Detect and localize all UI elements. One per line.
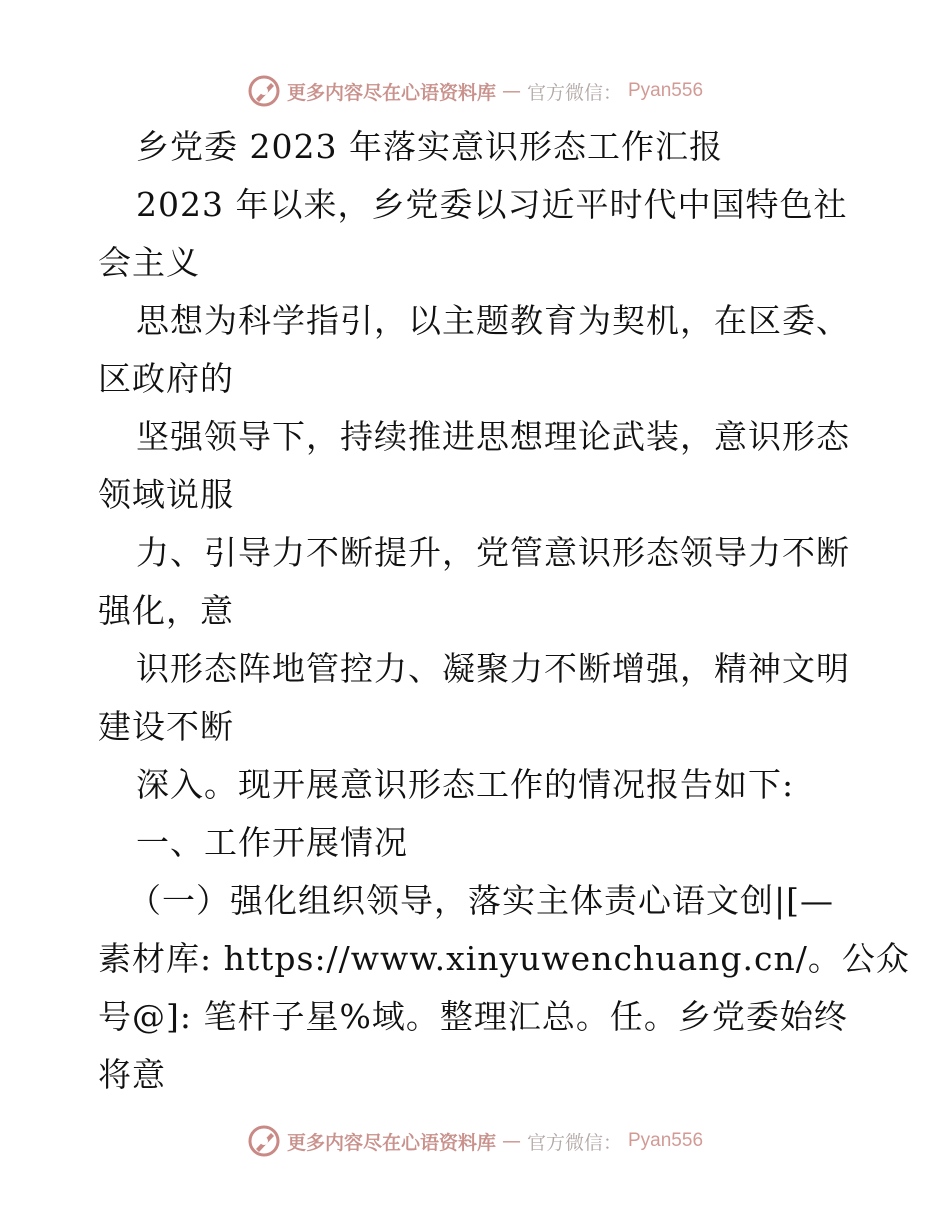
- paragraph-line: 2023 年以来，乡党委以习近平时代中国特色社: [136, 185, 848, 224]
- pen-logo-icon: [247, 74, 281, 108]
- paragraph-line: 素材库: https://www.xinyuwenchuang.cn/。公众: [98, 939, 910, 978]
- footer-watermark: [0, 1121, 950, 1161]
- document-title: 乡党委 2023 年落实意识形态工作汇报: [136, 127, 723, 166]
- paragraph-line: 识形态阵地管控力、凝聚力不断增强，精神文明: [136, 649, 850, 688]
- subsection-heading: （一）强化组织领导，落实主体责心语文创|[—: [128, 881, 834, 920]
- watermark-wechat-id: Pyan556: [628, 80, 704, 101]
- watermark-title: 更多内容尽在心语资料库: [286, 81, 496, 104]
- watermark-dash: —: [501, 1130, 521, 1152]
- paragraph-line: 领域说服: [98, 475, 234, 514]
- paragraph-line: 深入。现开展意识形态工作的情况报告如下:: [136, 765, 795, 804]
- pen-logo-icon: [247, 1124, 281, 1158]
- watermark-wechat-label: 官方微信：: [526, 1131, 622, 1154]
- paragraph-line: 区政府的: [98, 359, 234, 398]
- watermark-wechat-id: Pyan556: [628, 1130, 704, 1151]
- paragraph-line: 强化，意: [98, 591, 234, 630]
- watermark-dash: —: [501, 80, 521, 102]
- watermark-wechat-label: 官方微信：: [526, 81, 622, 104]
- paragraph-line: 力、引导力不断提升，党管意识形态领导力不断: [136, 533, 850, 572]
- section-heading: 一、工作开展情况: [136, 823, 408, 862]
- paragraph-line: 思想为科学指引，以主题教育为契机，在区委、: [136, 301, 850, 340]
- document-body: [98, 118, 910, 1104]
- paragraph-line: 建设不断: [98, 707, 234, 746]
- paragraph-line: 将意: [98, 1055, 166, 1094]
- paragraph-line: 坚强领导下，持续推进思想理论武装，意识形态: [136, 417, 850, 456]
- paragraph-line: 会主义: [98, 243, 200, 282]
- watermark-title: 更多内容尽在心语资料库: [286, 1131, 496, 1154]
- header-watermark: [0, 71, 950, 111]
- paragraph-line: 号@]: 笔杆子星%域。整理汇总。任。乡党委始终: [98, 997, 848, 1036]
